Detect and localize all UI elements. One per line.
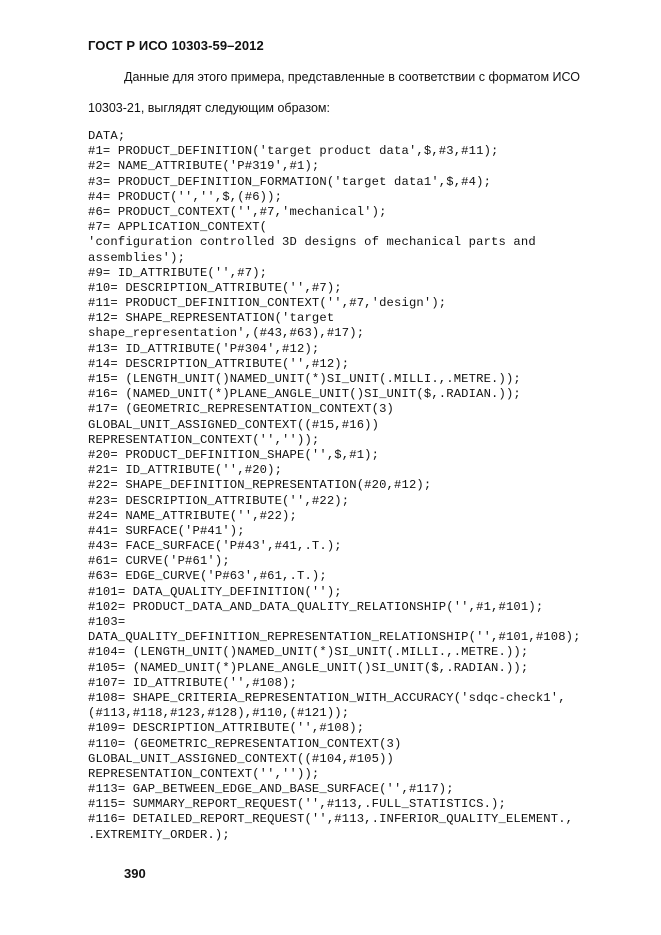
intro-text-line-1: Данные для этого примера, представленные в соответствии с форматом ИСО: [124, 70, 580, 84]
document-header: ГОСТ Р ИСО 10303-59–2012: [88, 38, 264, 53]
code-line: GLOBAL_UNIT_ASSIGNED_CONTEXT((#15,#16)): [88, 417, 380, 432]
code-line: #41= SURFACE('P#41');: [88, 523, 245, 538]
code-line: #11= PRODUCT_DEFINITION_CONTEXT('',#7,'design');: [88, 296, 447, 311]
code-line: #103=: [88, 615, 126, 629]
code-line: #107= ID_ATTRIBUTE('',#108);: [88, 675, 297, 690]
code-line: #2= NAME_ATTRIBUTE('P#319',#1);: [88, 159, 320, 174]
code-line: #3= PRODUCT_DEFINITION_FORMATION('target data1',$,#4);: [88, 174, 492, 189]
intro-text-line-2: 10303-21, выглядят следующим образом:: [88, 101, 330, 115]
code-line: #16= (NAMED_UNIT(*)PLANE_ANGLE_UNIT()SI_UNIT($,.RADIAN.));: [88, 387, 521, 402]
code-line: #105= (NAMED_UNIT(*)PLANE_ANGLE_UNIT()SI_UNIT($,.RADIAN.));: [88, 660, 529, 675]
code-line: #61= CURVE('P#61');: [88, 554, 230, 569]
code-line: #101= DATA_QUALITY_DEFINITION('');: [88, 584, 342, 599]
code-listing: [88, 129, 648, 843]
code-line: #6= PRODUCT_CONTEXT('',#7,'mechanical');: [88, 204, 387, 219]
code-line: #110= (GEOMETRIC_REPRESENTATION_CONTEXT(3): [88, 736, 402, 751]
page-number: 390: [124, 866, 146, 881]
code-line: #21= ID_ATTRIBUTE('',#20);: [88, 463, 283, 478]
code-line: DATA_QUALITY_DEFINITION_REPRESENTATION_RELATIONSHIP('',#101,#108);: [88, 630, 581, 645]
code-line: #43= FACE_SURFACE('P#43',#41,.T.);: [88, 539, 342, 554]
code-line: #9= ID_ATTRIBUTE('',#7);: [88, 265, 268, 280]
code-line: GLOBAL_UNIT_ASSIGNED_CONTEXT((#104,#105)): [88, 751, 395, 766]
code-line: REPRESENTATION_CONTEXT('',''));: [88, 766, 320, 781]
code-line: #116= DETAILED_REPORT_REQUEST('',#113,.INFERIOR_QUALITY_ELEMENT.,: [88, 812, 574, 827]
code-line: #13= ID_ATTRIBUTE('P#304',#12);: [88, 341, 320, 356]
code-line: #12= SHAPE_REPRESENTATION('target: [88, 311, 335, 326]
code-line: #15= (LENGTH_UNIT()NAMED_UNIT(*)SI_UNIT(.MILLI.,.METRE.));: [88, 372, 521, 386]
code-line: #115= SUMMARY_REPORT_REQUEST('',#113,.FULL_STATISTICS.);: [88, 797, 506, 812]
code-line: #1= PRODUCT_DEFINITION('target product data',$,#3,#11);: [88, 144, 499, 159]
code-line: #20= PRODUCT_DEFINITION_SHAPE('',$,#1);: [88, 447, 380, 462]
code-line: #4= PRODUCT('','',$,(#6));: [88, 189, 283, 204]
code-line: .EXTREMITY_ORDER.);: [88, 827, 230, 842]
code-line: shape_representation',(#43,#63),#17);: [88, 326, 365, 341]
code-line: #113= GAP_BETWEEN_EDGE_AND_BASE_SURFACE('',#117);: [88, 782, 454, 797]
code-line: #108= SHAPE_CRITERIA_REPRESENTATION_WITH_ACCURACY('sdqc-check1',: [88, 690, 566, 705]
code-line: #23= DESCRIPTION_ATTRIBUTE('',#22);: [88, 493, 350, 508]
code-line: #63= EDGE_CURVE('P#63',#61,.T.);: [88, 569, 327, 584]
code-line: #17= (GEOMETRIC_REPRESENTATION_CONTEXT(3): [88, 402, 395, 417]
code-line: #104= (LENGTH_UNIT()NAMED_UNIT(*)SI_UNIT(.MILLI.,.METRE.));: [88, 645, 529, 660]
code-line: #102= PRODUCT_DATA_AND_DATA_QUALITY_RELATIONSHIP('',#1,#101);: [88, 599, 544, 614]
code-line: #109= DESCRIPTION_ATTRIBUTE('',#108);: [88, 721, 365, 736]
code-line: 'configuration controlled 3D designs of mechanical parts and: [88, 235, 536, 250]
code-line: #14= DESCRIPTION_ATTRIBUTE('',#12);: [88, 356, 350, 371]
code-line: #22= SHAPE_DEFINITION_REPRESENTATION(#20,#12);: [88, 478, 432, 493]
code-line: #24= NAME_ATTRIBUTE('',#22);: [88, 508, 297, 523]
code-line: (#113,#118,#123,#128),#110,(#121));: [88, 706, 350, 721]
code-line: REPRESENTATION_CONTEXT('',''));: [88, 432, 320, 447]
code-line: assemblies');: [88, 250, 186, 265]
code-line: #7= APPLICATION_CONTEXT(: [88, 220, 268, 235]
code-line: DATA;: [88, 129, 126, 143]
code-line: #10= DESCRIPTION_ATTRIBUTE('',#7);: [88, 280, 342, 295]
